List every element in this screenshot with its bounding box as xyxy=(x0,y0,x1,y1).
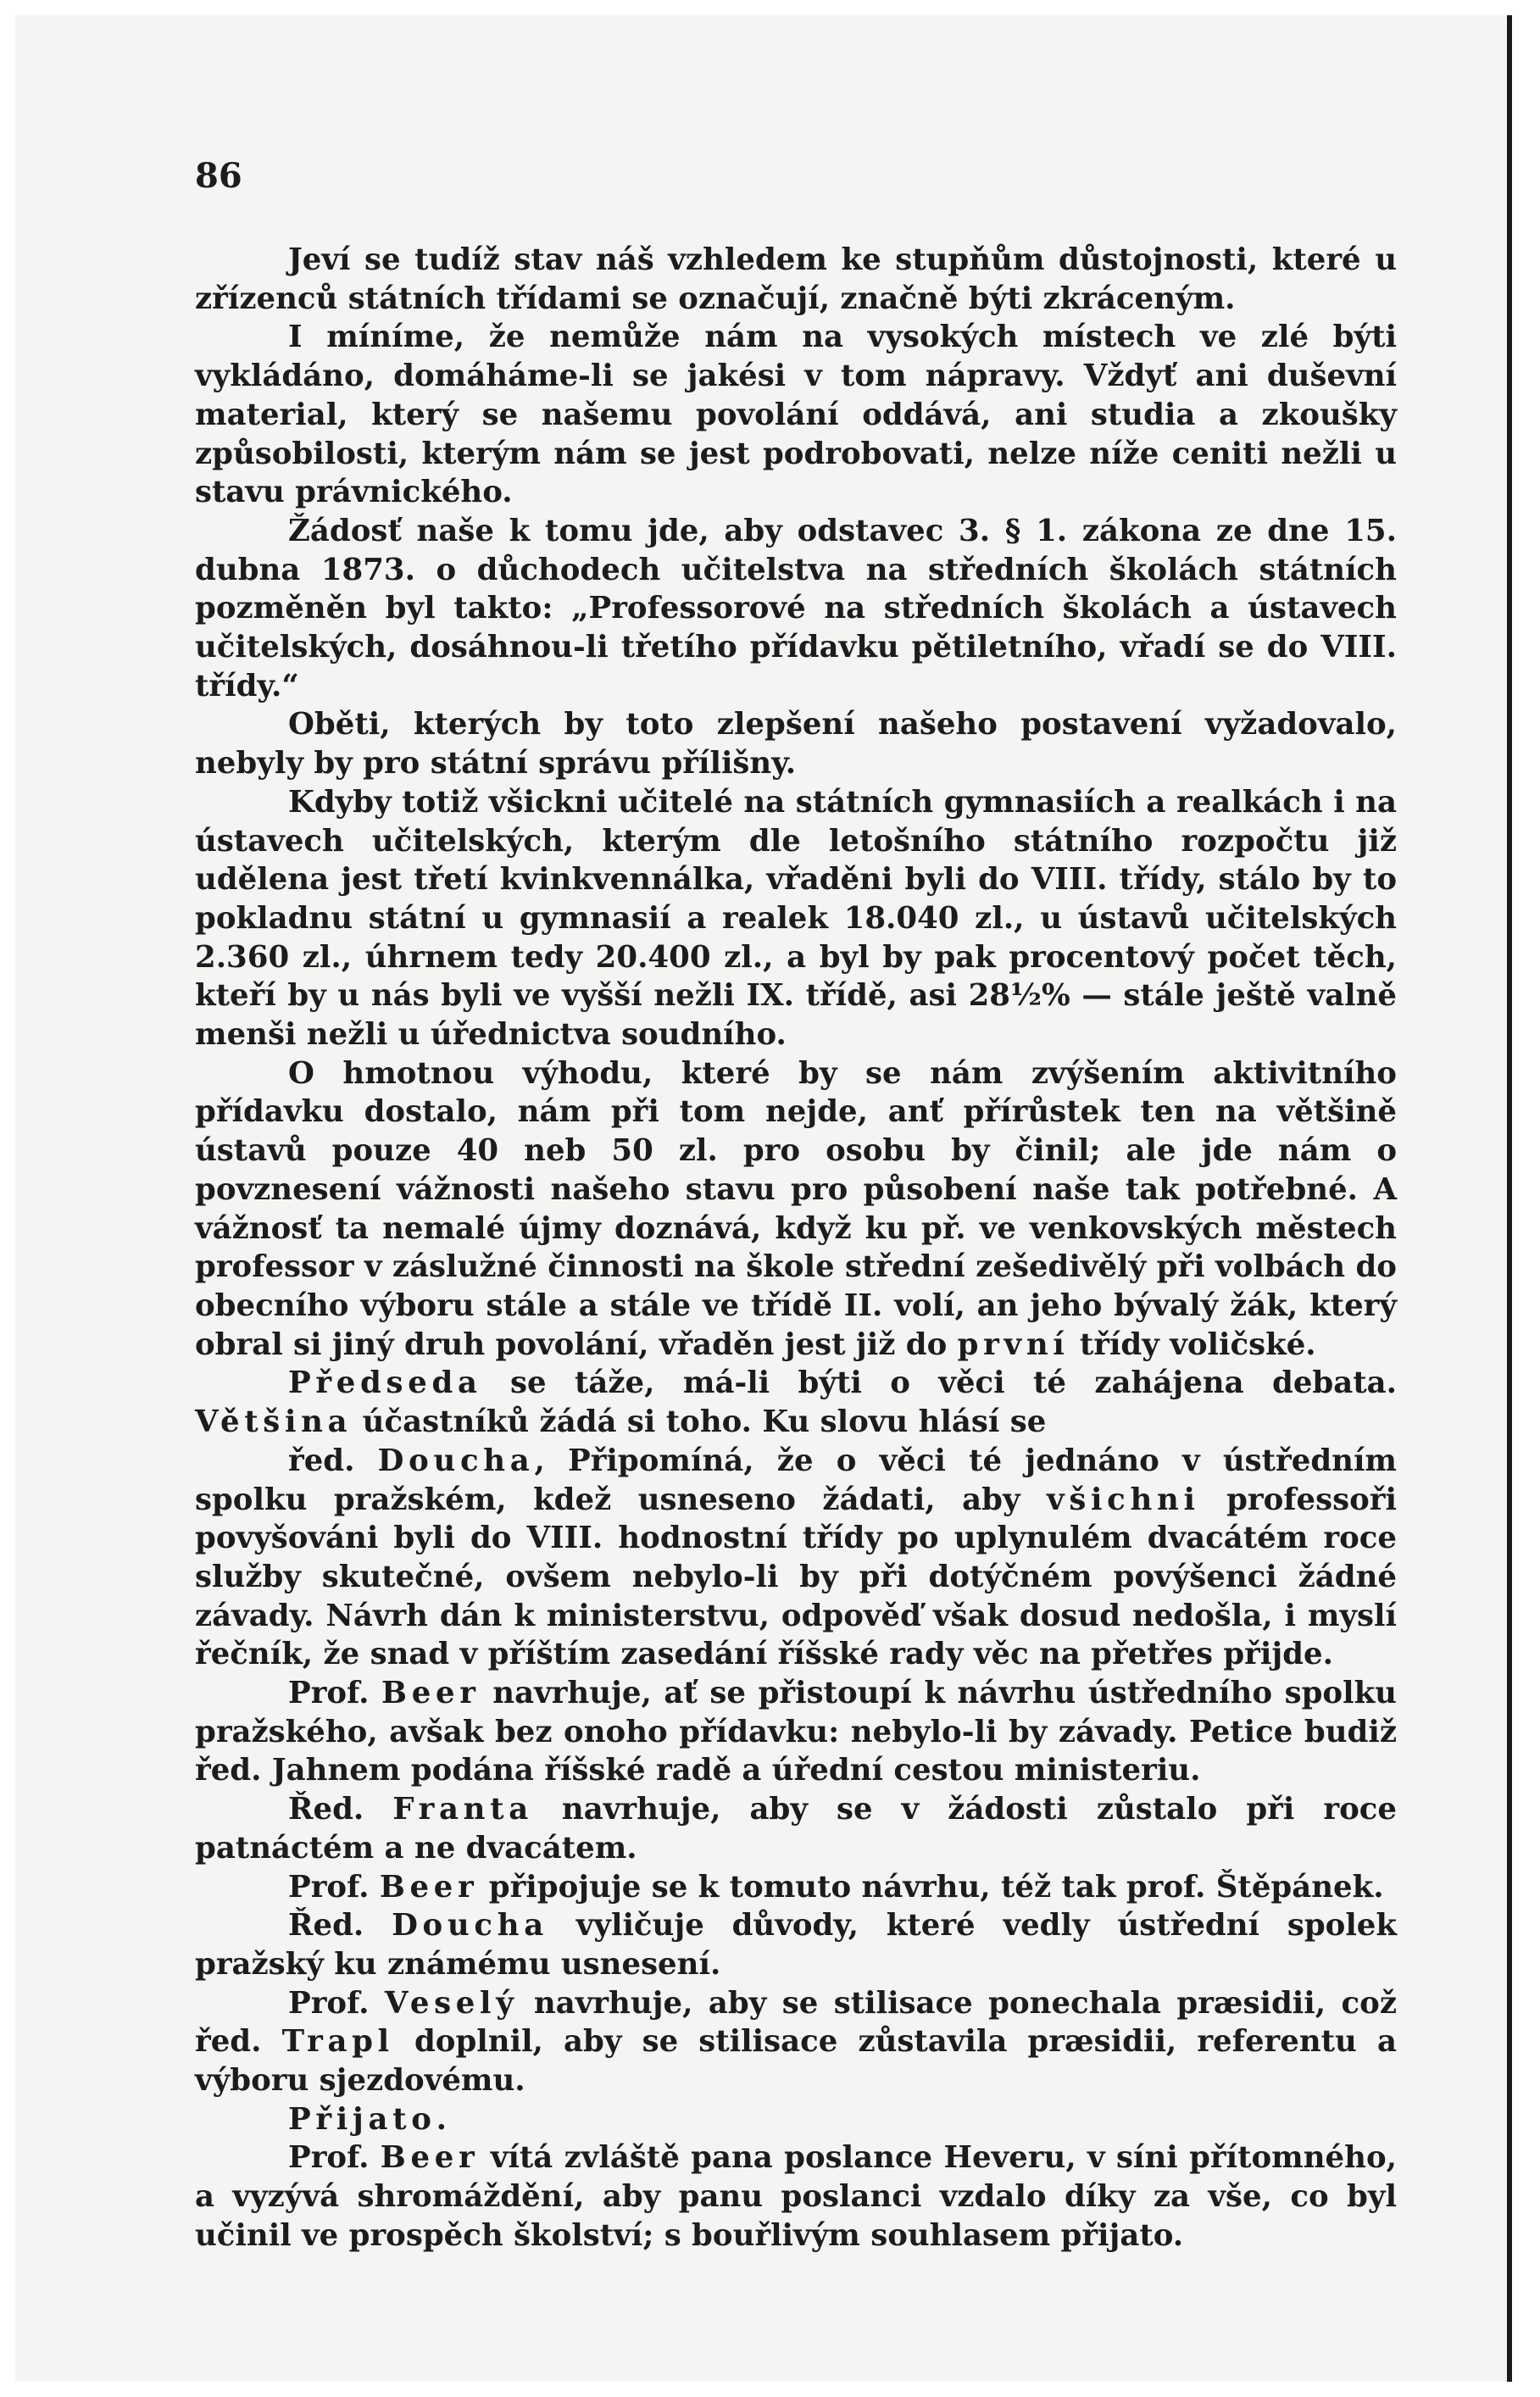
paragraph xyxy=(195,1906,1397,1983)
text-run: O hmotnou výhodu, které by se nám zvýšením aktivitního přídavku dostalo, nám při tom nejde, anť přírůstek ten na většině ústavů pouze 40 neb 50 zl. pro osobu by činil; ale jde nám o povznesení vážnosti našeho stavu pro působení naše tak potřebné. A vážnosť ta nemalé újmy doznává, když ku př. ve venkovských městech professor v záslužné činnosti na škole střední zešedivělý při volbách do obecního výboru stále a stále ve třídě II. volí, an jeho bývalý žák, který obral si jiný druh povolání, vřaděn jest již do xyxy=(195,1055,1397,1362)
speaker-name: Štěpánek xyxy=(1215,1869,1374,1905)
paragraph xyxy=(195,783,1397,1054)
paragraph xyxy=(195,241,1397,318)
paragraph xyxy=(195,1442,1397,1674)
text-run: . xyxy=(1373,1869,1384,1905)
paragraph xyxy=(195,318,1397,512)
text-run: třídy voličské. xyxy=(1069,1326,1316,1362)
text-run: professoři povyšováni byli do VIII. hodnostní třídy po uplynulém dvacátém roce služby skutečné, ovšem nebylo-li by při dotýčném povýšenci žádné závady. Návrh dán k ministerstvu, odpověď však dosud nedošla, i myslí řečník, že snad v příštím zasedání říšské rady věc na přetřes přijde. xyxy=(195,1482,1397,1672)
text-run: navrhuje, aby se v žádosti zůstalo při roce patnáctém a ne dvacátem. xyxy=(195,1792,1397,1866)
text-run: Prof. xyxy=(288,1869,380,1905)
page-number: 86 xyxy=(195,156,242,196)
text-run: připojuje se k tomuto návrhu, též tak prof. xyxy=(478,1869,1216,1905)
text-run: Prof. xyxy=(288,2140,381,2176)
text-run: Řed. xyxy=(288,1792,393,1827)
text-run: navrhuje, ať se přistoupí k návrhu ústředního spolku pražského, avšak bez onoho přídavku: nebylo-li by závady. Petice budiž řed. Jahnem podána říšské radě a úřední cestou ministeriu. xyxy=(195,1676,1397,1788)
text-run: I míníme, že nemůže nám na vysokých místech ve zlé býti vykládáno, domáháme-li se jakési v tom nápravy. Vždyť ani duševní material, který se našemu povolání oddává, ani studia a zkoušky způsobilosti, kterým nám se jest podrobovati, nelze níže ceniti nežli u stavu právnického. xyxy=(195,320,1397,510)
spaced-emphasis: první xyxy=(957,1326,1070,1362)
spaced-emphasis: Přijato xyxy=(288,2101,436,2137)
text-run: Oběti, kterých by toto zlepšení našeho postavení vyžadovalo, nebyly by pro státní správu přílišny. xyxy=(195,707,1397,781)
text-run: Řed. xyxy=(288,1908,392,1944)
paragraph xyxy=(195,1364,1397,1441)
book-page xyxy=(15,15,1512,2382)
spaced-emphasis: Většina xyxy=(195,1404,353,1440)
text-run: Prof. xyxy=(288,1676,382,1711)
text-run: , Připomíná, že o věci té jednáno v ústředním spolku pražském, kdež usneseno žádati, aby xyxy=(195,1443,1397,1517)
paragraph xyxy=(195,705,1397,782)
speaker-name: Doucha xyxy=(377,1443,535,1478)
text-run: doplnil, aby se stilisace zůstavila præsidii, referentu a výboru sjezdovému. xyxy=(195,2024,1397,2099)
text-run: se táže, má-li býti o věci té zahájena debata. xyxy=(481,1365,1397,1401)
paragraph xyxy=(195,512,1397,706)
page-text xyxy=(195,241,1397,2255)
speaker-name: Beer xyxy=(380,2140,480,2176)
speaker-name: Beer xyxy=(379,1869,479,1905)
paragraph xyxy=(195,1984,1397,2100)
paragraph xyxy=(195,2138,1397,2255)
text-run: vítá zvláště pana poslance Heveru, v síni přítomného, a vyzývá shromáždění, aby panu poslanci vzdalo díky za vše, co byl učinil ve prospěch školství; s bouřlivým souhlasem přijato. xyxy=(195,2140,1397,2253)
text-run: řed. xyxy=(288,1443,378,1478)
speaker-name: Trapl xyxy=(281,2024,394,2060)
text-run: Jeví se tudíž stav náš vzhledem ke stupňům důstojnosti, které u zřízenců státních třídami se označují, značně býti zkráceným. xyxy=(195,242,1397,316)
text-run: . xyxy=(436,2101,447,2137)
paragraph xyxy=(195,1790,1397,1867)
text-run: Kdyby totiž všickni učitelé na státních gymnasiích a realkách i na ústavech učitelských, kterým dle letošního státního rozpočtu již udělena jest třetí kvinkvennálka, vřaděni byli do VIII. třídy, stálo by to pokladnu státní u gymnasií a realek 18.040 zl., u ústavů učitelských 2.360 zl., úhrnem tedy 20.400 zl., a byl by pak procentový počet těch, kteří by u nás byli ve vyšší nežli IX. třídě, asi 28½% — stále ještě valně menši nežli u úřednictva soudního. xyxy=(195,784,1397,1053)
speaker-name: Předseda xyxy=(288,1365,482,1401)
speaker-name: Veselý xyxy=(384,1985,519,2021)
speaker-name: Beer xyxy=(381,1676,481,1711)
text-run: vyličuje důvody, které vedly ústřední spolek pražský ku známému usnesení. xyxy=(195,1908,1397,1982)
speaker-name: Doucha xyxy=(392,1908,548,1944)
paragraph xyxy=(195,1674,1397,1790)
paragraph xyxy=(195,2100,1397,2139)
paragraph xyxy=(195,1868,1397,1907)
spaced-emphasis: všichni xyxy=(1047,1482,1200,1517)
paragraph xyxy=(195,1054,1397,1365)
text-run: Prof. xyxy=(288,1985,385,2021)
text-run: účastníků žádá si toho. Ku slovu hlásí se xyxy=(352,1404,1047,1440)
text-run: navrhuje, aby se stilisace ponechala præsidii, což řed. xyxy=(195,1985,1397,2060)
speaker-name: Franta xyxy=(392,1792,533,1827)
text-run: Žádosť naše k tomu jde, aby odstavec 3. § 1. zákona ze dne 15. dubna 1873. o důchodech učitelstva na středních školách státních pozměněn byl takto: „Professorové na středních školách a ústavech učitelských, dosáhnou-li třetího přídavku pětiletního, vřadí se do VIII. třídy.“ xyxy=(195,513,1397,704)
